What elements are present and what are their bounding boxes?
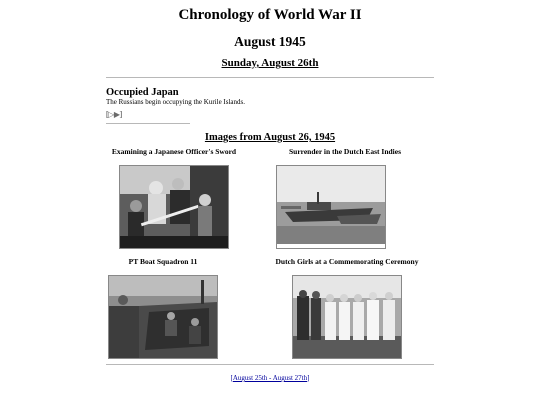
section-nav[interactable]: [106, 110, 122, 119]
section-title: Occupied Japan: [106, 87, 179, 98]
caption-surrender: Surrender in the Dutch East Indies: [288, 147, 402, 156]
caption-dutch-girls: Dutch Girls at a Commemorating Ceremony: [275, 257, 419, 266]
photo-ship-surrender[interactable]: [276, 165, 386, 249]
caption-sword: Examining a Japanese Officer's Sword: [111, 147, 237, 156]
footer-nav: [0, 374, 540, 382]
images-heading[interactable]: Images from August 26, 1945: [204, 132, 336, 143]
divider-top: [106, 77, 434, 78]
photo-dutch-girls[interactable]: [292, 275, 402, 359]
footer-bracket-close: ]: [307, 374, 310, 382]
divider-short: [106, 123, 190, 124]
section-text: The Russians begin occupying the Kurile Islands.: [106, 98, 246, 106]
page-month: August 1945: [234, 34, 306, 49]
page-title: Chronology of World War II: [178, 7, 362, 23]
footer-bracket-open: [: [230, 374, 233, 382]
caption-pt-boat: PT Boat Squadron 11: [128, 257, 198, 266]
prev-next-link[interactable]: August 25th - August 27th: [232, 374, 308, 382]
photo-pt-boat[interactable]: [108, 275, 218, 359]
next-arrows-icon[interactable]: ▷▶: [108, 110, 120, 119]
divider-bottom: [106, 364, 434, 365]
page-date: Sunday, August 26th: [221, 57, 319, 69]
nav-bracket-close: ]: [119, 110, 122, 119]
photo-sword-examination[interactable]: [119, 165, 229, 249]
nav-bracket-open: [: [106, 110, 109, 119]
